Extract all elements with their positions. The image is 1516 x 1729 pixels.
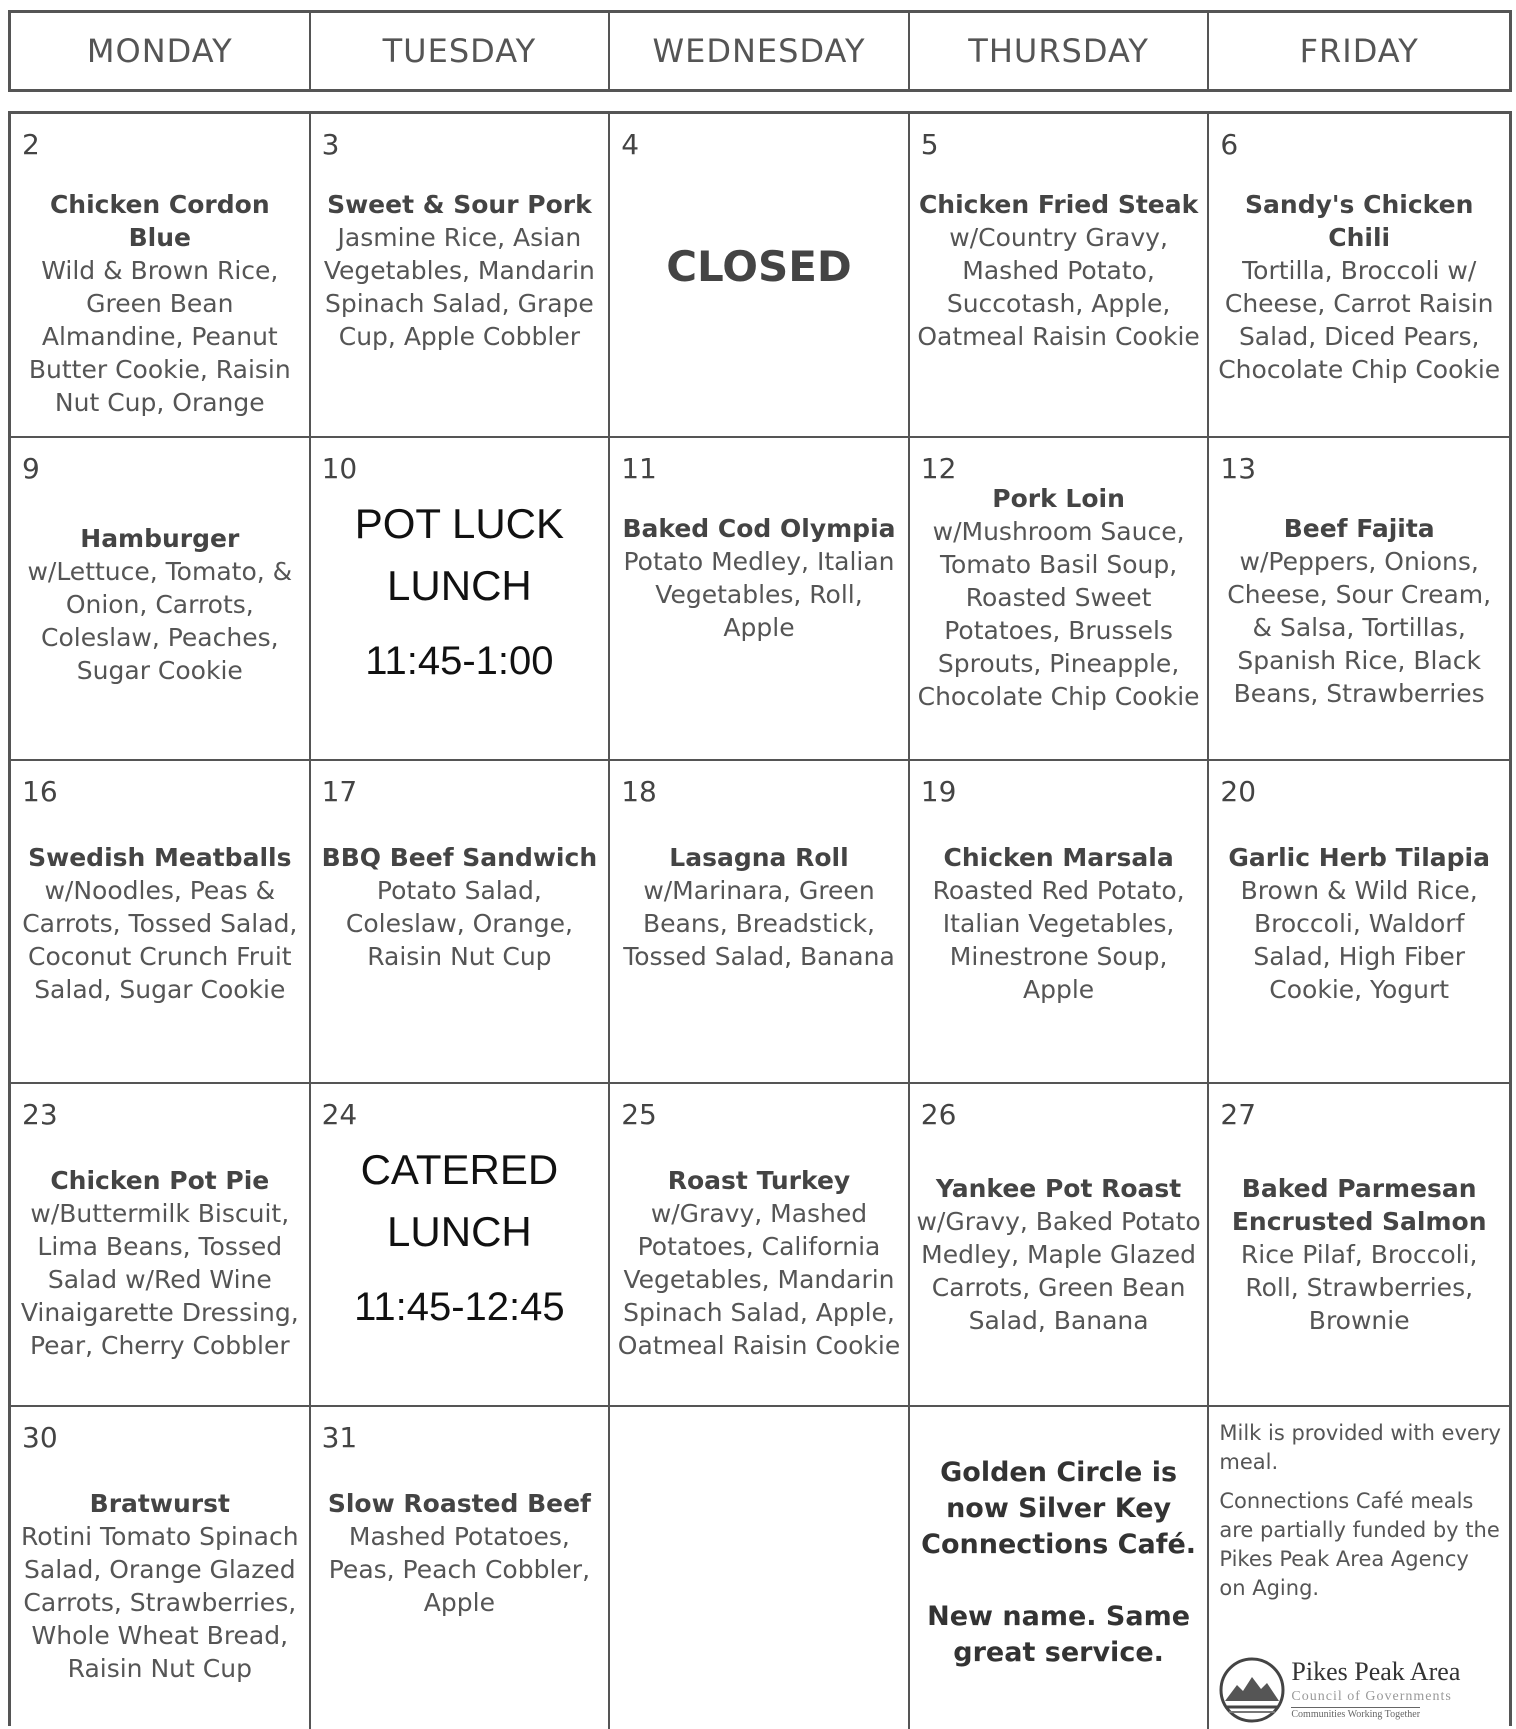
meal-title: Sweet & Sour Pork	[327, 190, 592, 219]
event-line: LUNCH	[387, 562, 532, 609]
day-cell	[11, 1084, 311, 1407]
milk-note: Milk is provided with every meal.	[1219, 1421, 1501, 1474]
date-number: 17	[321, 775, 358, 808]
meal	[17, 1164, 303, 1362]
date-number: 23	[22, 1098, 58, 1131]
meal-title: Slow Roasted Beef	[327, 1489, 591, 1518]
meal-title: Chicken Cordon Blue	[49, 190, 270, 252]
date-number: 11	[621, 452, 657, 485]
meal	[1215, 841, 1503, 1006]
weekday-header	[8, 10, 1512, 92]
meal-description: w/Peppers, Onions, Cheese, Sour Cream, & Salsa, Tortillas, Spanish Rice, Black Beans, Strawberries	[1227, 547, 1492, 708]
mountain-logo-icon	[1219, 1657, 1285, 1723]
event-line: LUNCH	[387, 1208, 532, 1255]
day-cell	[311, 1084, 611, 1407]
meal	[616, 1164, 902, 1362]
meal	[317, 841, 603, 973]
logo-tagline: Communities Working Together	[1291, 1709, 1421, 1720]
day-cell	[610, 114, 910, 438]
event-time: 11:45-1:00	[365, 639, 554, 683]
meal-title: Garlic Herb Tilapia	[1228, 843, 1490, 872]
meal-description: Brown & Wild Rice, Broccoli, Waldorf Salad, High Fiber Cookie, Yogurt	[1240, 876, 1478, 1004]
date-number: 24	[321, 1098, 358, 1131]
meal-title: Pork Loin	[992, 484, 1125, 513]
logo-org-name: Pikes Peak Area	[1291, 1657, 1461, 1686]
meal-description: w/Country Gravy, Mashed Potato, Succotash, Apple, Oatmeal Raisin Cookie	[917, 223, 1200, 351]
meal-description: w/Marinara, Green Beans, Breadstick, Tossed Salad, Banana	[623, 876, 895, 971]
meal-description: Potato Medley, Italian Vegetables, Roll, Apple	[623, 547, 895, 642]
date-number: 20	[1220, 775, 1257, 808]
event-time: 11:45-12:45	[354, 1285, 565, 1329]
meal-title: Roast Turkey	[667, 1166, 851, 1195]
meal-title: Baked Parmesan Encrusted Salmon	[1231, 1174, 1487, 1236]
meal-description: w/Noodles, Peas & Carrots, Tossed Salad, Coconut Crunch Fruit Salad, Sugar Cookie	[22, 876, 298, 1004]
day-cell	[11, 1407, 311, 1729]
meal-description: Potato Salad, Coleslaw, Orange, Raisin Nut Cup	[345, 876, 573, 971]
header-friday: FRIDAY	[1299, 32, 1419, 70]
day-cell	[910, 438, 1210, 761]
meal	[17, 188, 303, 419]
date-number: 2	[22, 128, 40, 161]
date-number: 18	[621, 775, 657, 808]
day-cell	[1209, 1084, 1509, 1407]
day-cell	[11, 114, 311, 438]
day-cell	[311, 761, 611, 1084]
meal	[916, 482, 1202, 713]
meal	[317, 1487, 603, 1619]
name-change-notice-cell	[910, 1407, 1210, 1729]
day-cell	[610, 761, 910, 1084]
date-number: 9	[22, 452, 40, 485]
meal-title: Lasagna Roll	[669, 843, 849, 872]
meal-description: Mashed Potatoes, Peas, Peach Cobbler, Apple	[328, 1522, 591, 1617]
meal-description: Tortilla, Broccoli w/ Cheese, Carrot Raisin Salad, Diced Pears, Chocolate Chip Cookie	[1218, 256, 1501, 384]
name-change-notice	[916, 1455, 1202, 1671]
meal-description: Roasted Red Potato, Italian Vegetables, Minestrone Soup, Apple	[932, 876, 1185, 1004]
date-number: 3	[321, 128, 340, 161]
header-wednesday: WEDNESDAY	[610, 13, 910, 89]
event-line: POT LUCK	[354, 500, 565, 547]
meal-description: w/Mushroom Sauce, Tomato Basil Soup, Roasted Sweet Potatoes, Brussels Sprouts, Pineapple, Chocolate Chip Cookie	[917, 517, 1200, 711]
info-cell	[1209, 1407, 1509, 1729]
meal	[17, 522, 303, 687]
date-number: 6	[1220, 128, 1239, 161]
meal-description: w/Buttermilk Biscuit, Lima Beans, Tossed Salad w/Red Wine Vinaigarette Dressing, Pear, Cherry Cobbler	[20, 1199, 299, 1360]
meal-title: BBQ Beef Sandwich	[321, 843, 598, 872]
day-cell	[311, 1407, 611, 1729]
meal	[317, 188, 603, 353]
day-cell	[610, 1084, 910, 1407]
header-tuesday: TUESDAY	[311, 13, 611, 89]
meal	[1215, 188, 1503, 386]
catered-event	[311, 1139, 609, 1330]
date-number: 5	[920, 128, 939, 161]
header-monday: MONDAY	[11, 13, 311, 89]
meal-title: Chicken Marsala	[943, 843, 1174, 872]
date-number: 27	[1220, 1098, 1257, 1131]
meal-title: Beef Fajita	[1283, 514, 1435, 543]
date-number: 30	[22, 1421, 58, 1454]
meal-description: w/Gravy, Mashed Potatoes, California Vegetables, Mandarin Spinach Salad, Apple, Oatmeal Raisin Cookie	[617, 1199, 901, 1360]
potluck-event	[311, 493, 609, 684]
day-cell	[910, 761, 1210, 1084]
meal	[616, 841, 902, 973]
meal-description: Rice Pilaf, Broccoli, Roll, Strawberries, Brownie	[1240, 1240, 1478, 1335]
meal-title: Yankee Pot Roast	[935, 1174, 1182, 1203]
day-cell	[11, 761, 311, 1084]
meal	[1215, 512, 1503, 710]
meal-title: Swedish Meatballs	[28, 843, 292, 872]
day-cell	[910, 1084, 1210, 1407]
day-cell	[1209, 438, 1509, 761]
meal	[916, 188, 1202, 353]
empty-cell	[610, 1407, 910, 1729]
event-line: CATERED	[360, 1146, 559, 1193]
date-number: 25	[621, 1098, 657, 1131]
date-number: 13	[1220, 452, 1257, 485]
date-number: 4	[621, 128, 640, 161]
date-number: 10	[321, 452, 358, 485]
meal	[616, 512, 902, 644]
ppacg-logo	[1219, 1651, 1501, 1723]
funding-note: Connections Café meals are partially funded by the Pikes Peak Area Agency on Aging.	[1219, 1489, 1500, 1600]
meal-description: Rotini Tomato Spinach Salad, Orange Glazed Carrots, Strawberries, Whole Wheat Bread, Raisin Nut Cup	[21, 1522, 299, 1683]
meal-description: w/Gravy, Baked Potato Medley, Maple Glazed Carrots, Green Bean Salad, Banana	[916, 1207, 1201, 1335]
meal-title: Hamburger	[80, 524, 240, 553]
notice-line: Golden Circle is now Silver Key Connections Café.	[921, 1457, 1197, 1560]
date-number: 16	[22, 775, 58, 808]
day-cell	[1209, 114, 1509, 438]
meal	[17, 841, 303, 1006]
meal-title: Chicken Pot Pie	[50, 1166, 270, 1195]
day-cell	[11, 438, 311, 761]
date-number: 26	[920, 1098, 957, 1131]
meal	[1227, 1172, 1491, 1337]
info-text	[1219, 1419, 1501, 1613]
day-cell	[610, 438, 910, 761]
notice-line: New name. Same great service.	[927, 1601, 1191, 1668]
meal	[17, 1487, 303, 1685]
meal-description: w/Lettuce, Tomato, & Onion, Carrots, Coleslaw, Peaches, Sugar Cookie	[27, 557, 293, 685]
date-number: 12	[920, 452, 957, 485]
day-cell	[311, 114, 611, 438]
meal	[916, 841, 1202, 1006]
day-cell	[910, 114, 1210, 438]
meal-title: Chicken Fried Steak	[918, 190, 1199, 219]
meal-title: Bratwurst	[89, 1489, 230, 1518]
closed-label: CLOSED	[666, 242, 852, 291]
date-number: 31	[321, 1421, 358, 1454]
header-thursday: THURSDAY	[910, 13, 1210, 89]
logo-subtitle: Council of Governments	[1291, 1689, 1452, 1704]
meal-title: Sandy's Chicken Chili	[1245, 190, 1474, 252]
meal-description: Jasmine Rice, Asian Vegetables, Mandarin Spinach Salad, Grape Cup, Apple Cobbler	[323, 223, 595, 351]
meal-title: Baked Cod Olympia	[622, 514, 896, 543]
day-cell	[1209, 761, 1509, 1084]
meal-description: Wild & Brown Rice, Green Bean Almandine, Peanut Butter Cookie, Raisin Nut Cup, Orange	[28, 256, 291, 417]
day-cell	[311, 438, 611, 761]
meal	[916, 1172, 1202, 1337]
date-number: 19	[920, 775, 957, 808]
menu-calendar	[8, 111, 1512, 1726]
